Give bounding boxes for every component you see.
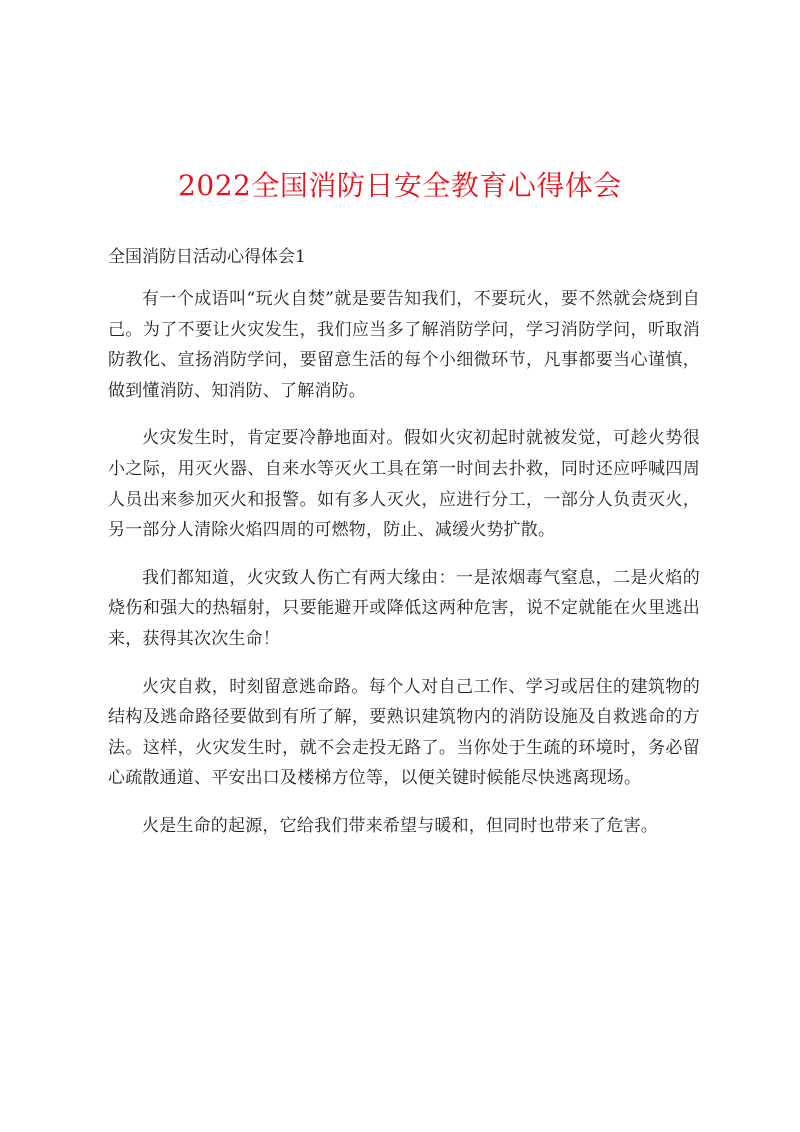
document-subtitle: 全国消防日活动心得体会1 [108, 247, 306, 267]
document-title: 2022全国消防日安全教育心得体会 [178, 169, 622, 202]
document-body [108, 284, 700, 859]
body-paragraph-2: 火灾发生时，肯定要冷静地面对。假如火灾初起时就被发觉，可趁火势很小之际，用灭火器、自来水等灭火工具在第一时间去扑救，同时还应呼喊四周人员出来参加灭火和报警。如有多人灭火，应进行分工，一部分人负责灭火，另一部分人清除火焰四周的可燃物，防止、减缓火势扩散。 [108, 428, 700, 541]
body-paragraph-5: 火是生命的起源，它给我们带来希望与暖和，但同时也带来了危害。 [142, 815, 658, 836]
body-paragraph-1: 有一个成语叫“玩火自焚”就是要告知我们，不要玩火，要不然就会烧到自己。为了不要让火灾发生，我们应当多了解消防学问，学习消防学问，听取消防教化、宣扬消防学问，要留意生活的每个小细微环节，凡事都要当心谨慎，做到懂消防、知消防、了解消防。 [108, 289, 700, 401]
body-paragraph-3: 我们都知道，火灾致人伤亡有两大缘由：一是浓烟毒气窒息，二是火焰的烧伤和强大的热辐射，只要能避开或降低这两种危害，说不定就能在火里逃出来，获得其次次生命！ [108, 567, 700, 649]
body-paragraph-4: 火灾自救，时刻留意逃命路。每个人对自己工作、学习或居住的建筑物的结构及逃命路径要做到有所了解，要熟识建筑物内的消防设施及自救逃命的方法。这样，火灾发生时，就不会走投无路了。当你处于生疏的环境时，务必留心疏散通道、平安出口及楼梯方位等，以便关键时候能尽快逃离现场。 [108, 676, 700, 789]
